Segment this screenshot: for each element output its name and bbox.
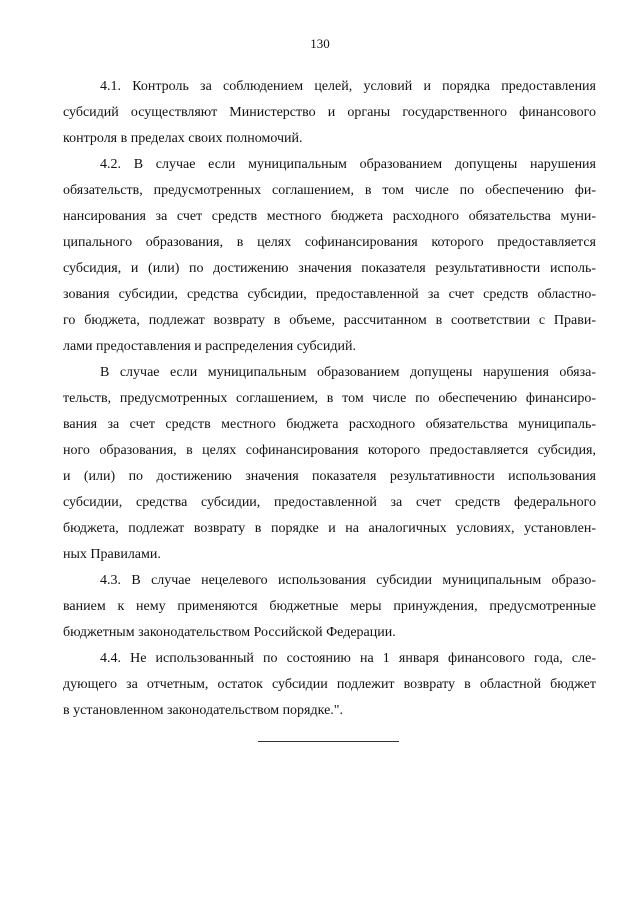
paragraph-4-2-federal — [63, 360, 596, 568]
text-line: ванием к нему применяются бюджетные меры принуждения, предусмотренные — [63, 599, 596, 614]
text-line: ных Правилами. — [63, 547, 161, 562]
paragraph-4-2 — [63, 152, 596, 360]
text-line: лами предоставления и распределения субсидий. — [63, 339, 356, 354]
text-line: 4.2. В случае если муниципальным образованием допущены нарушения — [100, 157, 596, 172]
text-line: вания за счет средств местного бюджета расходного обязательства муниципаль- — [63, 417, 596, 432]
paragraph-4-4 — [63, 646, 596, 724]
text-line: тельств, предусмотренных соглашением, в том числе по обеспечению финансиро- — [63, 391, 596, 406]
separator-line — [258, 741, 399, 742]
text-line: 4.4. Не использованный по состоянию на 1 января финансового года, сле- — [100, 651, 596, 666]
text-line: субсидий осуществляют Министерство и органы государственного финансового — [63, 105, 596, 120]
text-line: бюджетным законодательством Российской Федерации. — [63, 625, 396, 640]
text-line: зования субсидии, средства субсидии, предоставленной за счет средств областно- — [63, 287, 596, 302]
text-line: субсидии, средства субсидии, предоставленной за счет средств федерального — [63, 495, 596, 510]
paragraph-4-1 — [63, 74, 596, 152]
text-line: 4.3. В случае нецелевого использования субсидии муниципальным образо- — [100, 573, 596, 588]
text-line: ципального образования, в целях софинансирования которого предоставляется — [63, 235, 596, 250]
text-line: В случае если муниципальным образованием допущены нарушения обяза- — [100, 365, 596, 380]
paragraph-4-3 — [63, 568, 596, 646]
text-line: в установленном законодательством порядке.". — [63, 703, 343, 718]
text-line: го бюджета, подлежат возврату в объеме, рассчитанном в соответствии с Прави- — [63, 313, 596, 328]
text-line: дующего за отчетным, остаток субсидии подлежит возврату в областной бюджет — [63, 677, 596, 692]
text-line: субсидия, и (или) по достижению значения показателя результативности исполь- — [63, 261, 596, 276]
text-line: бюджета, подлежат возврату в порядке и на аналогичных условиях, установлен- — [63, 521, 596, 536]
text-line: 4.1. Контроль за соблюдением целей, условий и порядка предоставления — [100, 79, 596, 94]
text-line: обязательств, предусмотренных соглашением, в том числе по обеспечению фи- — [63, 183, 596, 198]
text-line: нансирования за счет средств местного бюджета расходного обязательства муни- — [63, 209, 596, 224]
document-body — [63, 74, 596, 724]
text-line: ного образования, в целях софинансирования которого предоставляется субсидия, — [63, 443, 596, 458]
text-line: и (или) по достижению значения показателя результативности использования — [63, 469, 596, 484]
text-line: контроля в пределах своих полномочий. — [63, 131, 303, 146]
page-number: 130 — [310, 36, 330, 51]
